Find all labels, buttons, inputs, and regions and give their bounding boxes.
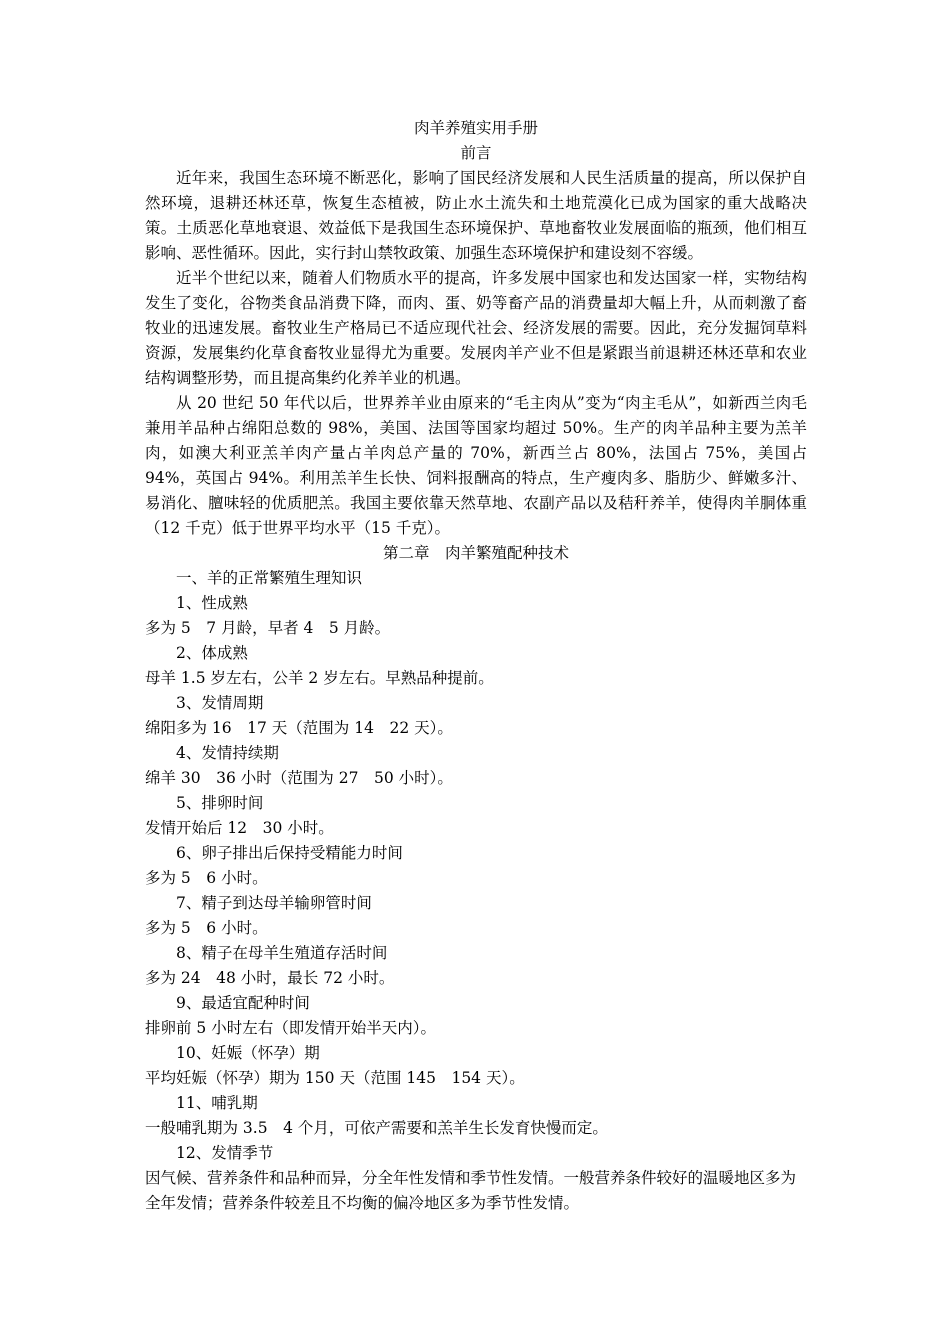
item-label: 9、最适宜配种时间	[176, 994, 310, 1012]
item-value: 绵羊 30 36 小时（范围为 27 50 小时）。	[145, 769, 453, 787]
item-label: 10、妊娠（怀孕）期	[176, 1044, 320, 1062]
item-value: 发情开始后 12 30 小时。	[145, 819, 334, 837]
document-page	[145, 116, 807, 1216]
preface-paragraph-3: 从 20 世纪 50 年代以后，世界养羊业由原来的“毛主肉从”变为“肉主毛从”，如新西兰肉毛兼用羊品种占绵阳总数的 98%，美国、法国等国家均超过 50%。生产的肉羊品种主要为羔羊肉，如澳大利亚羔羊肉产量占羊肉总产量的 70%，新西兰占 80%，法国占 75%，美国占 94%，英国占 94%。利用羔羊生长快、饲料报酬高的特点，生产瘦肉多、脂肪少、鲜嫩多汁、易消化、膻味轻的优质肥羔。我国主要依靠天然草地、农副产品以及秸秆养羊，使得肉羊胴体重（12 千克）低于世界平均水平（15 千克）。	[145, 394, 807, 537]
preface-heading: 前言	[460, 144, 492, 162]
item-value: 因气候、营养条件和品种而异，分全年性发情和季节性发情。一般营养条件较好的温暖地区多为全年发情；营养条件较差且不均衡的偏冷地区多为季节性发情。	[145, 1169, 797, 1212]
item-value: 排卵前 5 小时左右（即发情开始半天内）。	[145, 1019, 436, 1037]
item-value: 绵阳多为 16 17 天（范围为 14 22 天）。	[145, 719, 453, 737]
item-value: 多为 5 6 小时。	[145, 869, 268, 887]
item-value: 平均妊娠（怀孕）期为 150 天（范围 145 154 天）。	[145, 1069, 525, 1087]
item-value: 多为 5 6 小时。	[145, 919, 268, 937]
item-label: 1、性成熟	[176, 594, 248, 612]
item-label: 11、哺乳期	[176, 1094, 258, 1112]
item-value: 多为 5 7 月龄，早者 4 5 月龄。	[145, 619, 391, 637]
item-label: 6、卵子排出后保持受精能力时间	[176, 844, 403, 862]
chapter-heading: 第二章 肉羊繁殖配种技术	[382, 544, 569, 562]
item-label: 3、发情周期	[176, 694, 264, 712]
preface-paragraph-2: 近半个世纪以来，随着人们物质水平的提高，许多发展中国家也和发达国家一样，实物结构发生了变化，谷物类食品消费下降，而肉、蛋、奶等畜产品的消费量却大幅上升，从而刺激了畜牧业的迅速发展。畜牧业生产格局已不适应现代社会、经济发展的需要。因此，充分发掘饲草料资源，发展集约化草食畜牧业显得尤为重要。发展肉羊产业不但是紧跟当前退耕还林还草和农业结构调整形势，而且提高集约化养羊业的机遇。	[145, 269, 807, 387]
item-label: 4、发情持续期	[176, 744, 279, 762]
item-value: 母羊 1.5 岁左右，公羊 2 岁左右。早熟品种提前。	[145, 669, 494, 687]
item-value: 一般哺乳期为 3.5 4 个月，可依产需要和羔羊生长发育快慢而定。	[145, 1119, 608, 1137]
item-label: 12、发情季节	[176, 1144, 274, 1162]
item-label: 8、精子在母羊生殖道存活时间	[176, 944, 388, 962]
preface-paragraph-1: 近年来，我国生态环境不断恶化，影响了国民经济发展和人民生活质量的提高，所以保护自然环境，退耕还林还草，恢复生态植被，防止水土流失和土地荒漠化已成为国家的重大战略决策。土质恶化草地衰退、效益低下是我国生态环境保护、草地畜牧业发展面临的瓶颈，他们相互影响、恶性循环。因此，实行封山禁牧政策、加强生态环境保护和建设刻不容缓。	[145, 169, 807, 262]
document-title: 肉羊养殖实用手册	[413, 119, 538, 137]
item-value: 多为 24 48 小时，最长 72 小时。	[145, 969, 395, 987]
item-label: 7、精子到达母羊输卵管时间	[176, 894, 372, 912]
item-label: 5、排卵时间	[176, 794, 264, 812]
section-heading: 一、羊的正常繁殖生理知识	[176, 569, 363, 587]
item-label: 2、体成熟	[176, 644, 248, 662]
